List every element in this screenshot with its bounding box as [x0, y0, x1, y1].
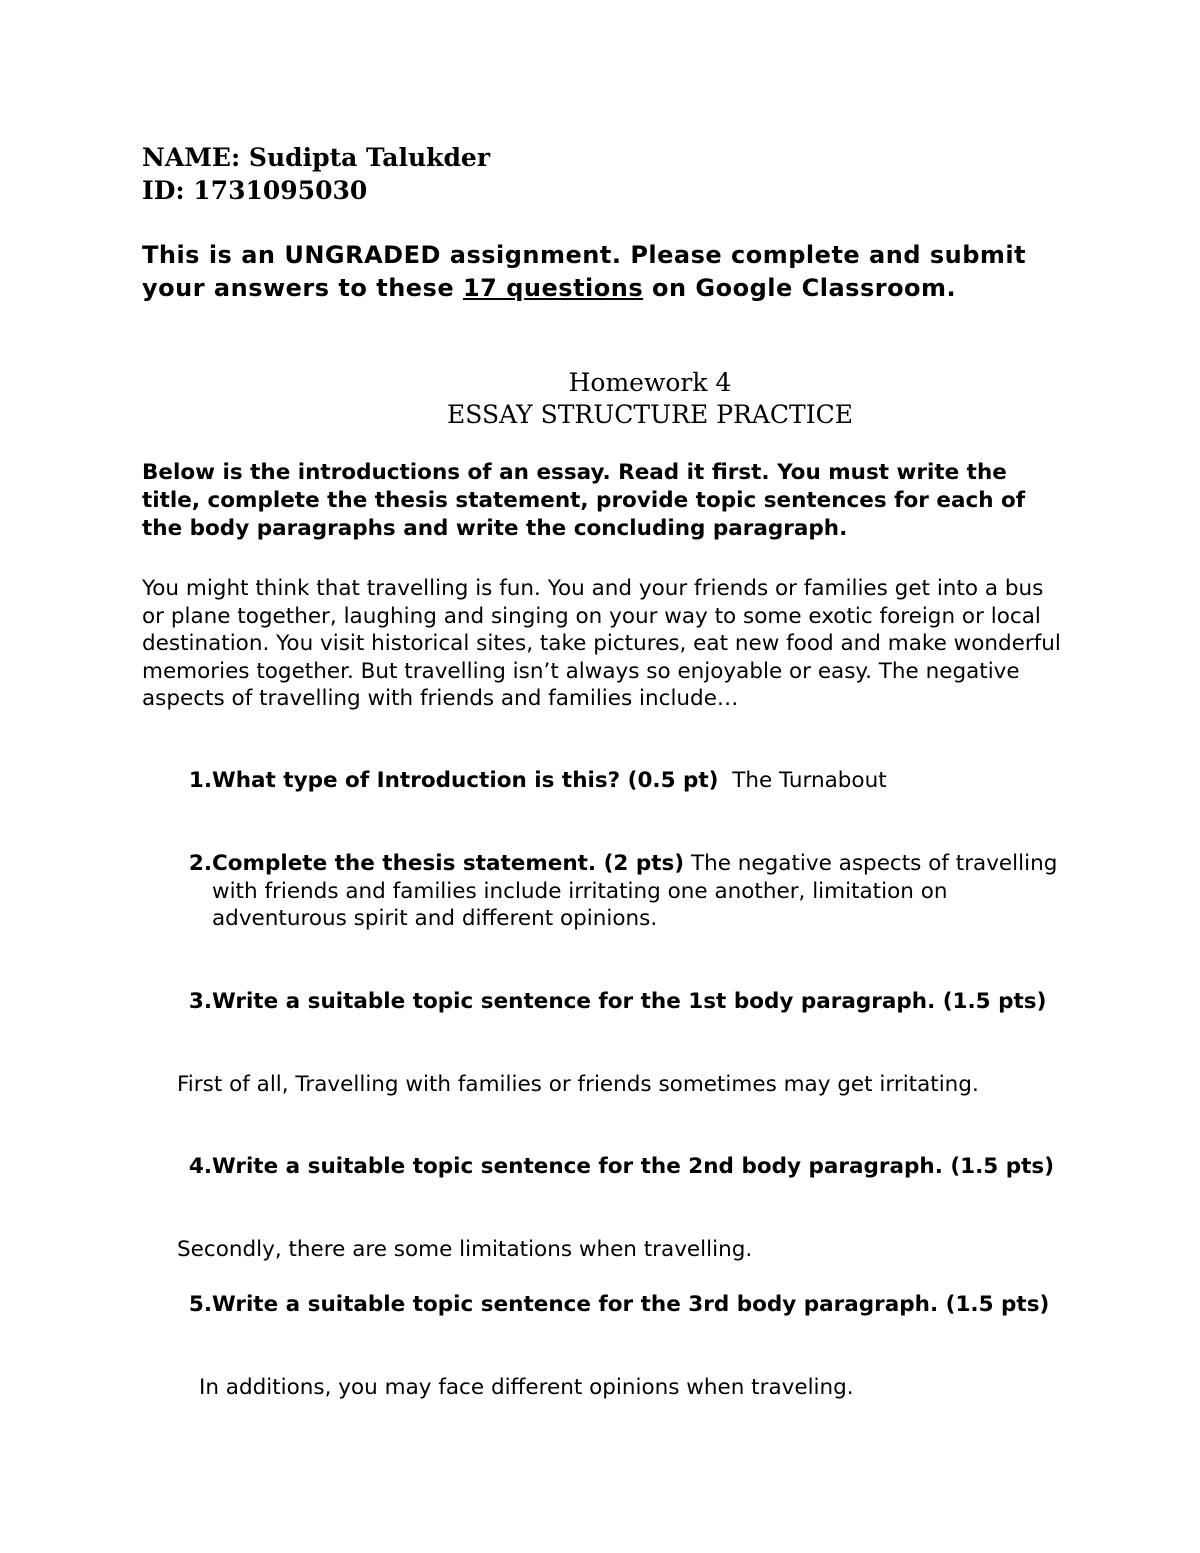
notice-question-count: 17 questions	[462, 274, 644, 302]
question-3	[142, 988, 1072, 1016]
homework-subtitle: ESSAY STRUCTURE PRACTICE	[447, 400, 853, 429]
question-text: Write a suitable topic sentence for the 2nd body paragraph. (1.5 pts)	[212, 1154, 1055, 1179]
question-answer: The Turnabout	[732, 768, 887, 793]
question-1	[142, 767, 1072, 795]
assignment-notice	[142, 239, 1072, 305]
question-text: Write a suitable topic sentence for the 3rd body paragraph. (1.5 pts)	[212, 1292, 1050, 1317]
question-number: 4.	[188, 1154, 212, 1179]
question-number: 3.	[188, 989, 212, 1014]
essay-introduction: You might think that travelling is fun. You and your friends or families get into a bus or plane together, laughing and singing on your way to some exotic foreign or local destination. You visit historical sites, take pictures, eat new food and make wonderful memories together. But travelling isn’t always so enjoyable or easy. The negative aspects of travelling with friends and families include…	[142, 576, 1061, 711]
question-number: 5.	[188, 1292, 212, 1317]
question-answer: The negative aspects of travelling with friends and families include irritating one another, limitation on adventurous spirit and different opinions.	[212, 851, 1058, 931]
question-text: What type of Introduction is this? (0.5 pt)	[212, 768, 719, 793]
question-number: 1.	[188, 768, 212, 793]
notice-text-part1: This is an UNGRADED assignment. Please complete and submit your answers to these	[142, 241, 1027, 302]
notice-text-part2: on Google Classroom.	[643, 274, 957, 302]
answer-3: First of all, Travelling with families or friends sometimes may get irritating.	[177, 1072, 979, 1097]
question-number: 2.	[188, 851, 212, 876]
question-text: Write a suitable topic sentence for the 1st body paragraph. (1.5 pts)	[212, 989, 1047, 1014]
answer-5: In additions, you may face different opinions when traveling.	[199, 1375, 854, 1400]
question-4	[142, 1153, 1072, 1181]
question-text: Complete the thesis statement. (2 pts)	[212, 851, 685, 876]
student-name: NAME: Sudipta Talukder	[142, 143, 491, 172]
question-2	[142, 850, 1072, 933]
answer-4: Secondly, there are some limitations when travelling.	[177, 1237, 753, 1262]
instructions: Below is the introductions of an essay. Read it first. You must write the title, complete the thesis statement, provide topic sentences for each of the body paragraphs and write the concluding paragraph.	[142, 460, 1026, 541]
question-5	[142, 1291, 1072, 1319]
student-id: ID: 1731095030	[142, 176, 368, 205]
homework-title: Homework 4	[568, 368, 732, 397]
